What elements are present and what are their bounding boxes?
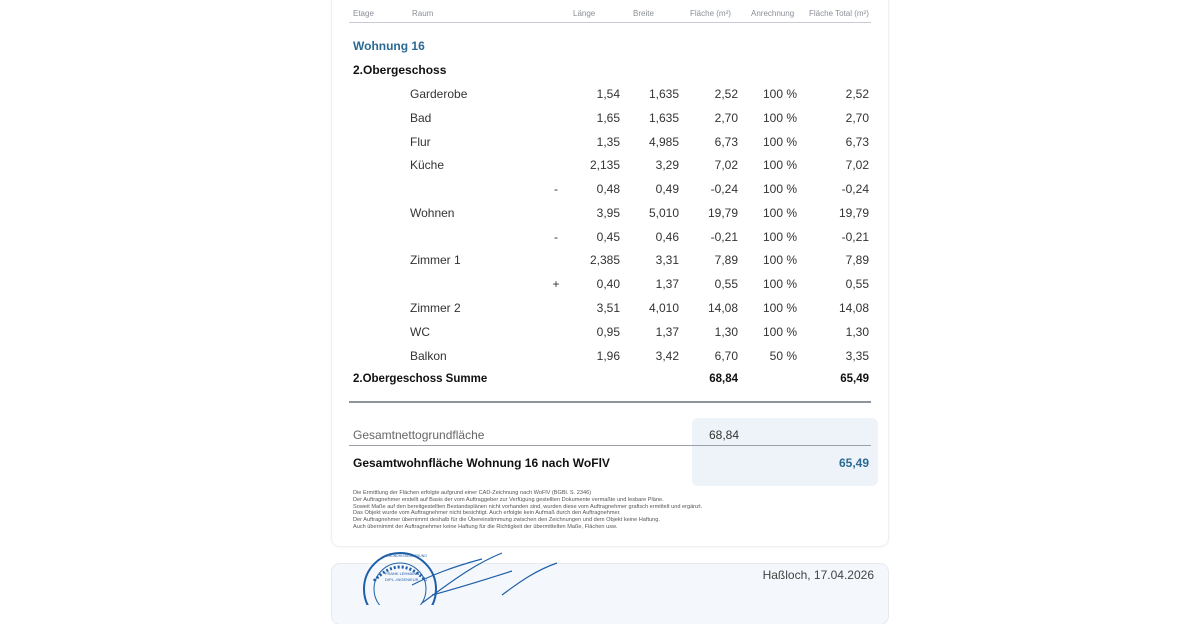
- room-width: 4,010: [648, 301, 679, 315]
- room-length: 1,35: [596, 135, 620, 149]
- room-name: Zimmer 2: [410, 301, 461, 315]
- table-row: [0, 349, 1200, 365]
- column-header-anrechnung: Anrechnung: [751, 9, 795, 18]
- room-credit: 100 %: [762, 135, 797, 149]
- room-length: 0,95: [596, 325, 620, 339]
- sum-divider: [349, 401, 871, 403]
- table-row: [0, 111, 1200, 127]
- row-sign: -: [554, 230, 558, 244]
- note-line: Auch übernimmt der Auftragnehmer keine Haftung für die Richtigkeit der übermittelten Maße, Flächen usw.: [353, 523, 618, 530]
- row-sign: -: [554, 182, 558, 196]
- room-area: 2,70: [714, 111, 738, 125]
- column-header-breite: Breite: [633, 9, 654, 18]
- room-length: 0,45: [596, 230, 620, 244]
- room-length: 2,135: [589, 158, 620, 172]
- header-divider: [349, 22, 871, 23]
- room-credit: 100 %: [762, 87, 797, 101]
- room-name: Flur: [410, 135, 431, 149]
- disclaimer-notes: [353, 490, 702, 531]
- room-credit: 100 %: [762, 301, 797, 315]
- room-width: 1,635: [648, 111, 679, 125]
- living-area-label: Gesamtwohnfläche Wohnung 16 nach WoFlV: [353, 456, 610, 470]
- room-total: 1,30: [845, 325, 869, 339]
- table-row: [0, 253, 1200, 269]
- room-area: 19,79: [707, 206, 738, 220]
- room-width: 5,010: [648, 206, 679, 220]
- floor-sum-label: 2.Obergeschoss Summe: [353, 373, 488, 385]
- section-title: Wohnung 16: [353, 39, 425, 53]
- stamp-and-signature: [352, 545, 592, 605]
- room-name: Bad: [410, 111, 432, 125]
- room-credit: 100 %: [762, 111, 797, 125]
- room-width: 3,31: [655, 253, 679, 267]
- room-total: 7,02: [845, 158, 869, 172]
- note-line: Das Objekt wurde vom Auftragnehmer nicht besichtigt. Auch erfolgte kein Aufmaß durch den Auftragnehmer.: [353, 510, 621, 517]
- table-row: [0, 277, 1200, 293]
- room-length: 1,65: [596, 111, 620, 125]
- room-credit: 100 %: [762, 277, 797, 291]
- room-length: 0,48: [596, 182, 620, 196]
- note-line: Der Auftragnehmer erstellt auf Basis der vom Auftraggeber zur Verfügung gestellten Dokumente vermaßte und lesbare Pläne.: [353, 496, 664, 503]
- room-area: 6,73: [714, 135, 738, 149]
- room-width: 0,49: [655, 182, 679, 196]
- room-name: Küche: [410, 158, 445, 172]
- room-name: Balkon: [410, 349, 447, 363]
- room-length: 2,385: [589, 253, 620, 267]
- room-width: 3,29: [655, 158, 679, 172]
- room-credit: 50 %: [769, 349, 797, 363]
- room-length: 1,54: [596, 87, 620, 101]
- room-name: Wohnen: [410, 206, 455, 220]
- table-row: [0, 135, 1200, 151]
- room-length: 1,96: [596, 349, 620, 363]
- table-row: [0, 158, 1200, 174]
- room-name: Zimmer 1: [410, 253, 461, 267]
- room-credit: 100 %: [762, 206, 797, 220]
- floor-sum-row: [0, 373, 1200, 389]
- room-width: 1,37: [655, 277, 679, 291]
- room-total: -0,24: [841, 182, 869, 196]
- table-row: [0, 87, 1200, 103]
- place-and-date: Haßloch, 17.04.2026: [762, 568, 874, 582]
- note-line: Die Ermittlung der Flächen erfolgte aufgrund einer CAD-Zeichnung nach WoFlV (BGBl. S. 2346): [353, 490, 592, 496]
- room-total: -0,21: [841, 230, 869, 244]
- room-name: WC: [410, 325, 430, 339]
- room-width: 1,37: [655, 325, 679, 339]
- totals-divider: [349, 445, 871, 446]
- room-area: 0,55: [714, 277, 738, 291]
- table-row: [0, 301, 1200, 317]
- room-length: 3,51: [596, 301, 620, 315]
- table-row: [0, 206, 1200, 222]
- room-credit: 100 %: [762, 230, 797, 244]
- net-area-label: Gesamtnettogrundfläche: [353, 428, 485, 442]
- room-total: 3,35: [845, 349, 869, 363]
- floor-title: 2.Obergeschoss: [353, 63, 447, 77]
- room-area: -0,21: [710, 230, 738, 244]
- room-name: Garderobe: [410, 87, 468, 101]
- column-header-raum: Raum: [412, 9, 434, 18]
- room-total: 2,52: [845, 87, 869, 101]
- room-credit: 100 %: [762, 253, 797, 267]
- room-length: 3,95: [596, 206, 620, 220]
- floor-sum-total: 65,49: [840, 373, 869, 385]
- table-row: [0, 230, 1200, 246]
- room-credit: 100 %: [762, 325, 797, 339]
- room-width: 4,985: [648, 135, 679, 149]
- floor-sum-area: 68,84: [709, 373, 738, 385]
- table-row: [0, 182, 1200, 198]
- column-header-etage: Etage: [353, 9, 374, 18]
- column-header-laenge: Länge: [573, 9, 596, 18]
- column-header-flaeche: Fläche (m²): [690, 9, 731, 18]
- room-credit: 100 %: [762, 182, 797, 196]
- row-sign: +: [552, 277, 560, 291]
- room-length: 0,40: [596, 277, 620, 291]
- room-width: 0,46: [655, 230, 679, 244]
- stamp-ring-text: GRUNDRISSEMESSUNG: [386, 554, 428, 558]
- room-area: 1,30: [714, 325, 738, 339]
- table-row: [0, 325, 1200, 341]
- column-header-flaeche-total: Fläche Total (m²): [809, 9, 869, 18]
- note-line: Soweit Maße auf den bereitgestellten Bestandsplänen nicht vorhanden sind, wurden diese vom Auftragnehmer grafisch ermittelt und ergänzt.: [353, 503, 703, 510]
- note-line: Der Auftragnehmer übernimmt deshalb für die Übereinstimmung zwischen den Zeichnungen und dem Objekt keine Haftung.: [353, 517, 660, 524]
- room-area: 7,02: [714, 158, 738, 172]
- room-area: 6,70: [714, 349, 738, 363]
- room-width: 1,635: [648, 87, 679, 101]
- room-total: 6,73: [845, 135, 869, 149]
- stamp-text: FRANK LEHMANN: [385, 571, 420, 576]
- room-total: 14,08: [838, 301, 869, 315]
- room-total: 0,55: [845, 277, 869, 291]
- room-credit: 100 %: [762, 158, 797, 172]
- room-area: 2,52: [714, 87, 738, 101]
- room-area: 7,89: [714, 253, 738, 267]
- room-total: 7,89: [845, 253, 869, 267]
- stamp-text: DIPL.-INGENIEUR: [385, 577, 419, 582]
- room-area: 14,08: [707, 301, 738, 315]
- room-total: 2,70: [845, 111, 869, 125]
- room-total: 19,79: [838, 206, 869, 220]
- room-width: 3,42: [655, 349, 679, 363]
- net-area-value: 68,84: [709, 428, 740, 442]
- room-area: -0,24: [710, 182, 738, 196]
- living-area-value: 65,49: [838, 456, 869, 470]
